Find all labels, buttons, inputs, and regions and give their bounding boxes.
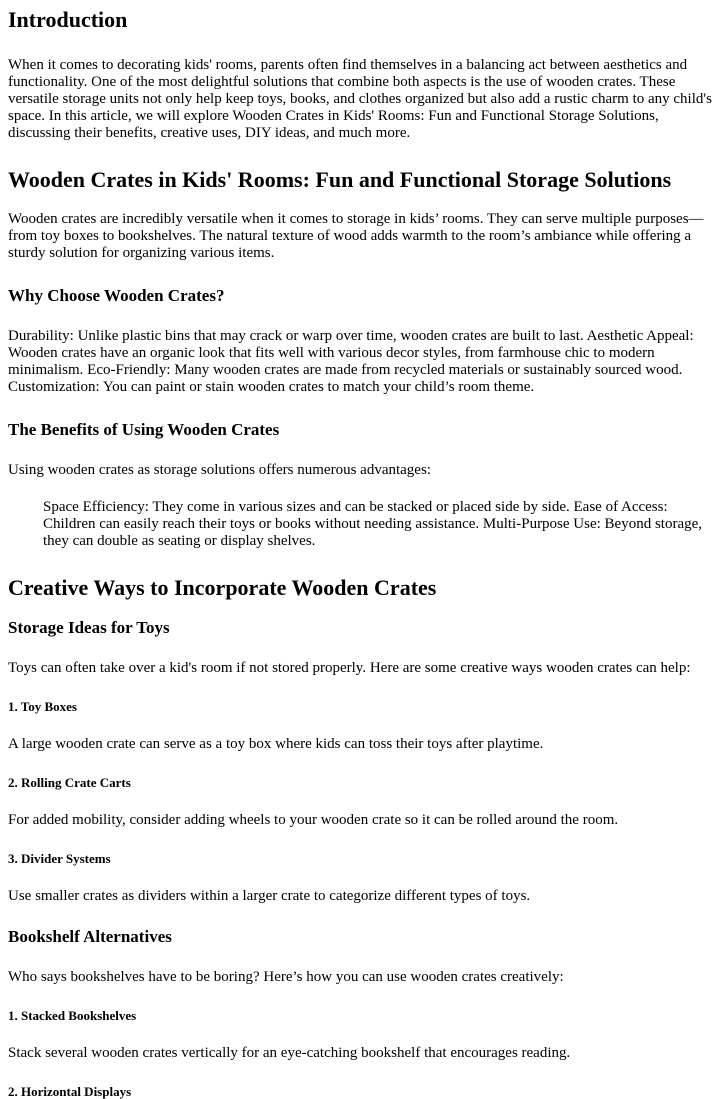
toys-paragraph: Toys can often take over a kid's room if not stored properly. Here are some creative ways wooden crates can help: — [8, 660, 691, 676]
stacked-bookshelves-paragraph: Stack several wooden crates vertically for an eye-catching bookshelf that encourages reading. — [8, 1045, 571, 1061]
divider-systems-paragraph: Use smaller crates as dividers within a larger crate to categorize different types of toys. — [8, 888, 531, 904]
why-choose-heading: Why Choose Wooden Crates? — [8, 286, 225, 305]
bookshelf-paragraph: Who says bookshelves have to be boring? Here’s how you can use wooden crates creatively: — [8, 969, 564, 985]
toys-heading: Storage Ideas for Toys — [8, 618, 170, 637]
intro-heading: Introduction — [8, 7, 128, 32]
rolling-carts-paragraph: For added mobility, consider adding wheels to your wooden crate so it can be rolled around the room. — [8, 812, 619, 828]
why-choose-paragraph: Durability: Unlike plastic bins that may crack or warp over time, wooden crates are built to last. Aesthetic Appeal: Wooden crates have an organic look that fits well with various decor styles, from farmhouse chic to modern minimalism. Eco-Friendly: Many wooden crates are made from recycled materials or sustainably sourced wood. Customization: You can paint or stain wooden crates to match your child’s room theme. — [8, 328, 694, 395]
bookshelf-heading: Bookshelf Alternatives — [8, 927, 172, 946]
benefits-blockquote: Space Efficiency: They come in various sizes and can be stacked or placed side by side. Ease of Access: Children can easily reach their toys or books without needing assistance. Multi-Purpose Use: Beyond storage, they can double as seating or display shelves. — [43, 499, 703, 549]
creative-heading: Creative Ways to Incorporate Wooden Crates — [8, 575, 437, 600]
horizontal-displays-heading: 2. Horizontal Displays — [8, 1084, 132, 1099]
toy-boxes-heading: 1. Toy Boxes — [8, 699, 77, 714]
toy-boxes-paragraph: A large wooden crate can serve as a toy box where kids can toss their toys after playtime. — [8, 736, 544, 752]
intro-paragraph: When it comes to decorating kids' rooms, parents often find themselves in a balancing act between aesthetics and functionality. One of the most delightful solutions that combine both aspects is the use of wooden crates. These versatile storage units not only help keep toys, books, and clothes organized but also add a rustic charm to any child's space. In this article, we will explore Wooden Crates in Kids' Rooms: Fun and Functional Storage Solutions, discussing their benefits, creative uses, DIY ideas, and much more. — [8, 57, 712, 141]
benefits-paragraph: Using wooden crates as storage solutions offers numerous advantages: — [8, 462, 431, 478]
benefits-heading: The Benefits of Using Wooden Crates — [8, 420, 280, 439]
divider-systems-heading: 3. Divider Systems — [8, 851, 111, 866]
stacked-bookshelves-heading: 1. Stacked Bookshelves — [8, 1008, 137, 1023]
rolling-carts-heading: 2. Rolling Crate Carts — [8, 775, 131, 790]
main-heading: Wooden Crates in Kids' Rooms: Fun and Functional Storage Solutions — [8, 167, 672, 192]
main-paragraph: Wooden crates are incredibly versatile when it comes to storage in kids’ rooms. They can serve multiple purposes—from toy boxes to bookshelves. The natural texture of wood adds warmth to the room’s ambiance while offering a sturdy solution for organizing various items. — [8, 211, 704, 261]
